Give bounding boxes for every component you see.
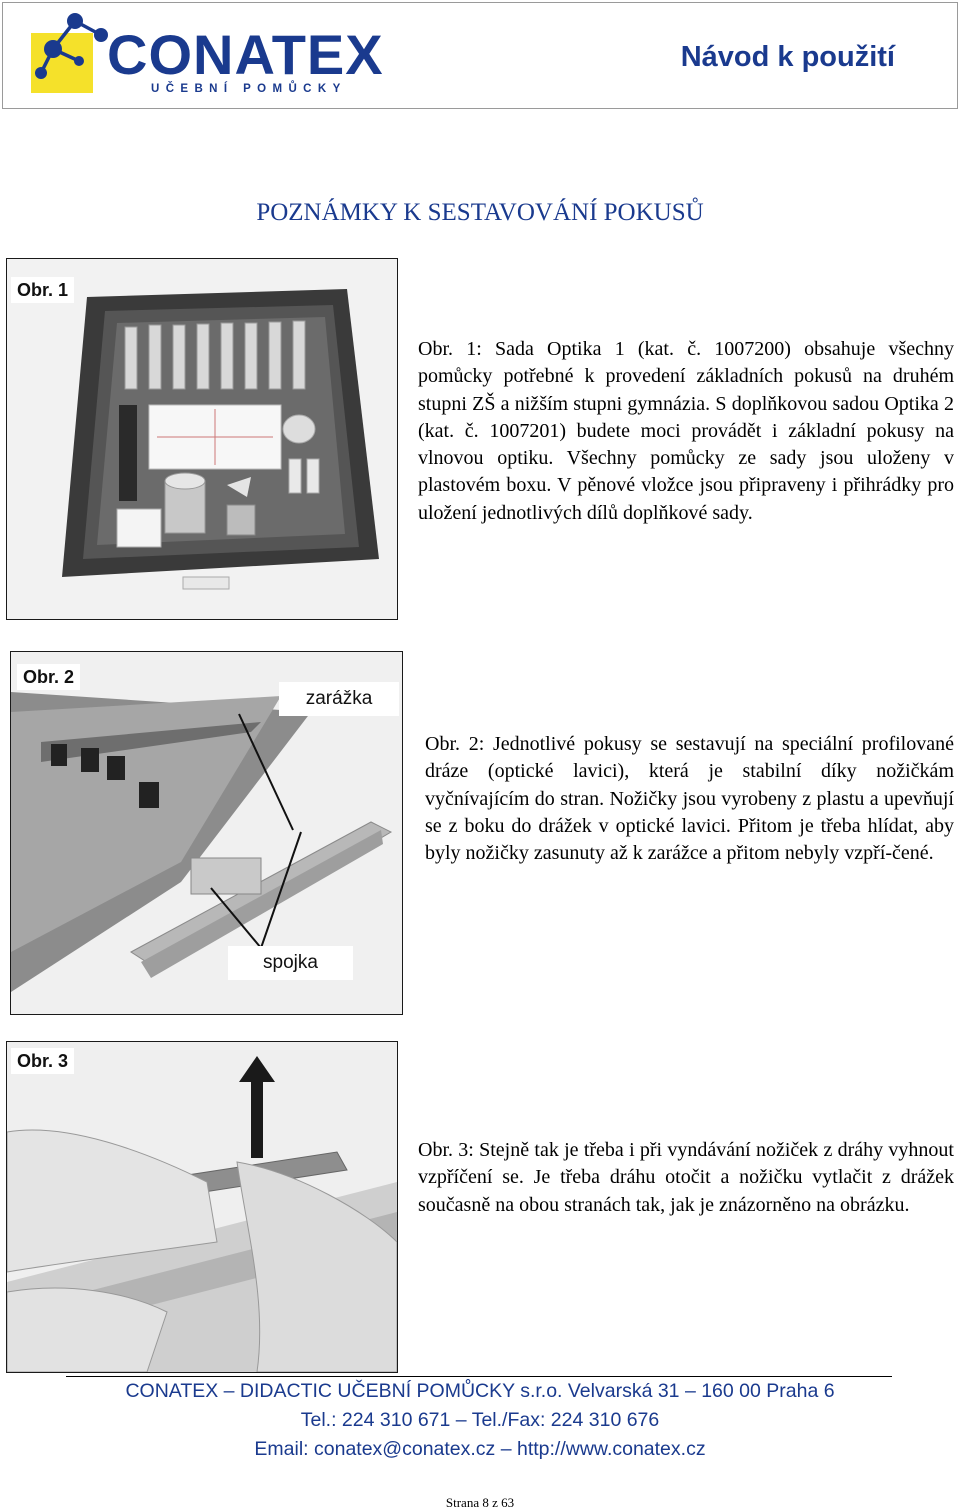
footer-phone: Tel.: 224 310 671 – Tel./Fax: 224 310 676 (300, 1409, 660, 1431)
logo-subtitle: UČEBNÍ POMŮCKY (151, 83, 347, 95)
figure-2-caption: Obr. 2: Jednotlivé pokusy se sestavují na speciální profilované dráze (optické lavici), která je stabilní díky nožičkám vyčnívajícím do stran. Nožičky jsou vyrobeny z plastu a upevňují se z boku do drážek v optické lavici. Přitom je třeba hlídat, aby byly nožičky zasunuty až k zarážce a přitom nebyly vzpří-čené. (425, 733, 954, 865)
footer-company-address: CONATEX – DIDACTIC UČEBNÍ POMŮCKY s.r.o. Velvarská 31 – 160 00 Praha 6 (125, 1380, 835, 1402)
figure-3-caption: Obr. 3: Stejně tak je třeba i při vyndávání nožiček z dráhy vyhnout vzpříčení se. Je třeba dráhu otočit a nožičku vytlačit z drážek současně na obou stranách tak, jak je znázorněno na obrázku. (418, 1139, 954, 1216)
callout-zarazka: zarážka (279, 682, 399, 716)
page-number: Strana 8 z 63 (445, 1495, 515, 1510)
footer-email-web: Email: conatex@conatex.cz – http://www.conatex.cz (254, 1438, 706, 1460)
logo-wordmark: CONATEX (107, 23, 384, 86)
callout-spojka: spojka (228, 946, 353, 980)
figure-2-label: Obr. 2 (17, 664, 80, 690)
figure-1-label: Obr. 1 (11, 277, 74, 303)
figure-3-photo (6, 1041, 398, 1373)
removing-foot-illustration (7, 1042, 397, 1372)
footer-rule (66, 1376, 892, 1377)
figure-1-photo (6, 258, 398, 620)
optics-kit-box-illustration (7, 259, 397, 619)
page-heading: POZNÁMKY K SESTAVOVÁNÍ POKUSŮ (256, 199, 704, 226)
figure-3-label: Obr. 3 (11, 1048, 74, 1074)
document-title: Návod k použití (680, 41, 895, 73)
page-header (2, 2, 958, 109)
figure-2-photo (10, 651, 403, 1015)
figure-1-caption: Obr. 1: Sada Optika 1 (kat. č. 1007200) obsahuje všechny pomůcky potřebné k provedení základních pokusů na druhém stupni ZŠ a nižším stupni gymnázia. S doplňkovou sadou Optika 2 (kat. č. 1007201) budete moci provádět i základní pokusy na vlnovou optiku. Všechny pomůcky ze sady jsou uloženy v plastovém boxu. V pěnové vložce jsou připraveny i přihrádky pro uložení jednotlivých dílů doplňkové sady. (418, 338, 954, 524)
